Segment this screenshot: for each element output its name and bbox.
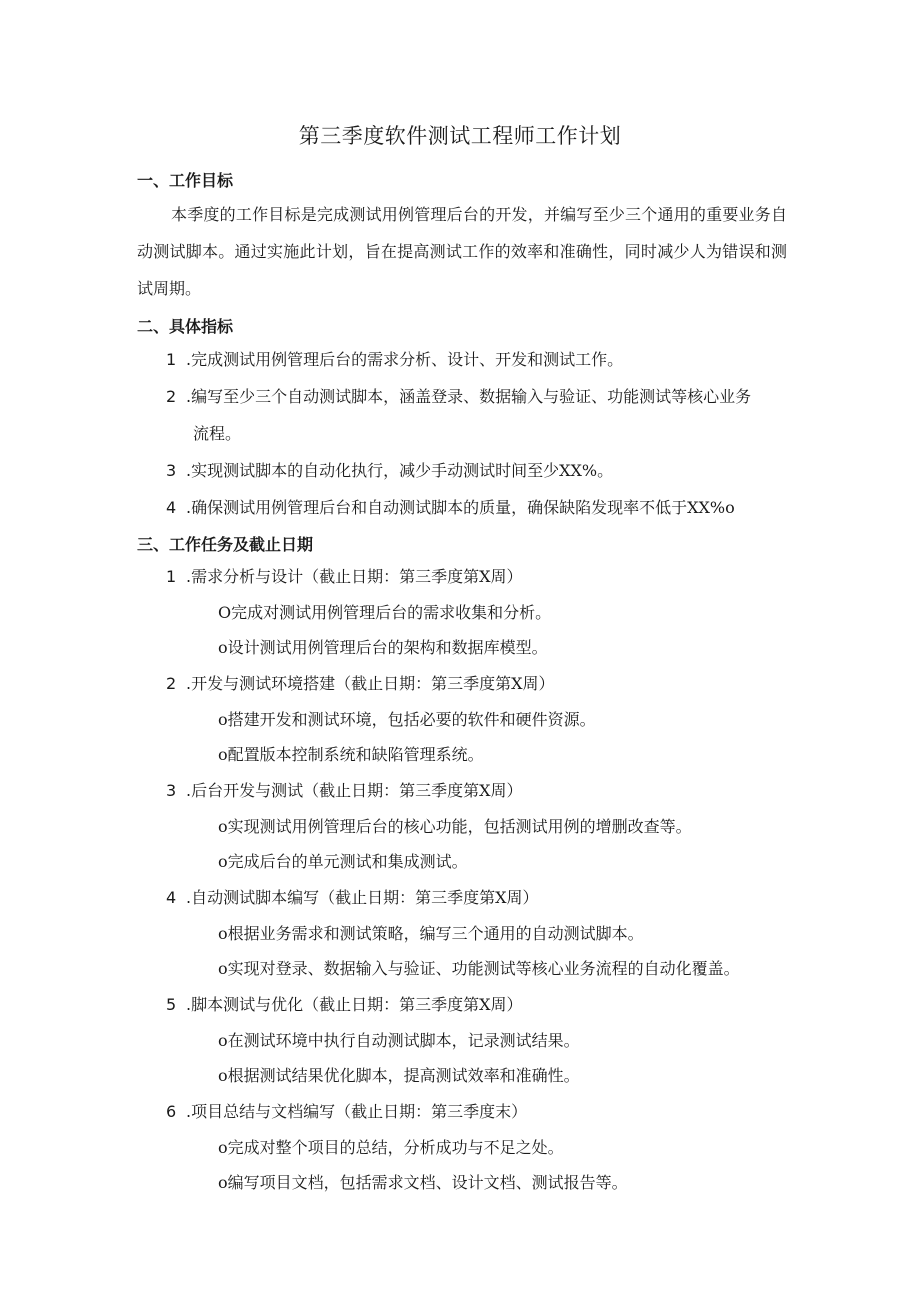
task-subitem: o实现对登录、数据输入与验证、功能测试等核心业务流程的自动化覆盖。 (218, 959, 740, 978)
task-name: .开发与测试环境搭建 (186, 674, 336, 693)
task-name: .脚本测试与优化 (186, 995, 304, 1014)
task-deadline: （截止日期：第三季度第X周） (303, 781, 523, 800)
task-deadline: （截止日期：第三季度末） (335, 1102, 528, 1121)
section-heading-goals: 一、工作目标 (137, 171, 234, 190)
task-deadline: （截止日期：第三季度第X周） (303, 995, 523, 1014)
task-name: .需求分析与设计 (186, 567, 304, 586)
task-subitem: o设计测试用例管理后台的架构和数据库模型。 (218, 638, 548, 657)
task-subitem: o配置版本控制系统和缺陷管理系统。 (218, 745, 484, 764)
item-text: .实现测试脚本的自动化执行，减少手动测试时间至少XX%。 (186, 461, 614, 480)
item-text-continued: 流程。 (193, 424, 242, 443)
task-number: 5 (166, 995, 177, 1014)
item-text: .确保测试用例管理后台和自动测试脚本的质量，确保缺陷发现率不低于XX%o (186, 498, 735, 517)
task-subitem: o搭建开发和测试环境，包括必要的软件和硬件资源。 (218, 710, 596, 729)
task-number: 2 (166, 674, 177, 693)
task-item (166, 669, 788, 699)
task-name: .后台开发与测试 (186, 781, 304, 800)
task-subitem: o在测试环境中执行自动测试脚本，记录测试结果。 (218, 1031, 580, 1050)
task-subitem: o完成对整个项目的总结，分析成功与不足之处。 (218, 1138, 564, 1157)
item-text: .编写至少三个自动测试脚本，涵盖登录、数据输入与验证、功能测试等核心业务 (186, 387, 752, 406)
section-heading-metrics: 二、具体指标 (137, 317, 234, 336)
metric-item (166, 378, 788, 452)
task-item (166, 776, 788, 806)
task-subitem: o编写项目文档，包括需求文档、设计文档、测试报告等。 (218, 1173, 628, 1192)
task-deadline: （截止日期：第三季度第X周） (335, 674, 555, 693)
metric-item (166, 341, 788, 378)
task-deadline: （截止日期：第三季度第X周） (319, 888, 539, 907)
item-number: 1 (166, 350, 177, 369)
task-name: .自动测试脚本编写 (186, 888, 320, 907)
task-subitem: O完成对测试用例管理后台的需求收集和分析。 (218, 603, 552, 622)
task-subitem: o根据业务需求和测试策略，编写三个通用的自动测试脚本。 (218, 924, 644, 943)
task-number: 3 (166, 781, 177, 800)
item-number: 2 (166, 387, 177, 406)
metric-item (166, 452, 788, 489)
task-number: 1 (166, 567, 177, 586)
item-text: .完成测试用例管理后台的需求分析、设计、开发和测试工作。 (186, 350, 624, 369)
item-number: 4 (166, 498, 177, 517)
task-item (166, 883, 788, 913)
task-subitem: o实现测试用例管理后台的核心功能，包括测试用例的增删改查等。 (218, 817, 692, 836)
metric-item (166, 489, 788, 526)
task-subitem: o根据测试结果优化脚本，提高测试效率和准确性。 (218, 1066, 580, 1085)
task-item (166, 990, 788, 1020)
task-number: 6 (166, 1102, 177, 1121)
task-name: .项目总结与文档编写 (186, 1102, 336, 1121)
goals-paragraph: 本季度的工作目标是完成测试用例管理后台的开发，并编写至少三个通用的重要业务自动测试脚本。通过实施此计划，旨在提高测试工作的效率和准确性，同时减少人为错误和测试周期。 (137, 205, 787, 298)
page-title: 第三季度软件测试工程师工作计划 (298, 124, 622, 148)
task-item (166, 1097, 788, 1127)
task-number: 4 (166, 888, 177, 907)
item-number: 3 (166, 461, 177, 480)
section-heading-tasks: 三、工作任务及截止日期 (137, 535, 314, 554)
task-subitem: o完成后台的单元测试和集成测试。 (218, 852, 468, 871)
task-deadline: （截止日期：第三季度第X周） (303, 567, 523, 586)
task-item (166, 562, 788, 592)
